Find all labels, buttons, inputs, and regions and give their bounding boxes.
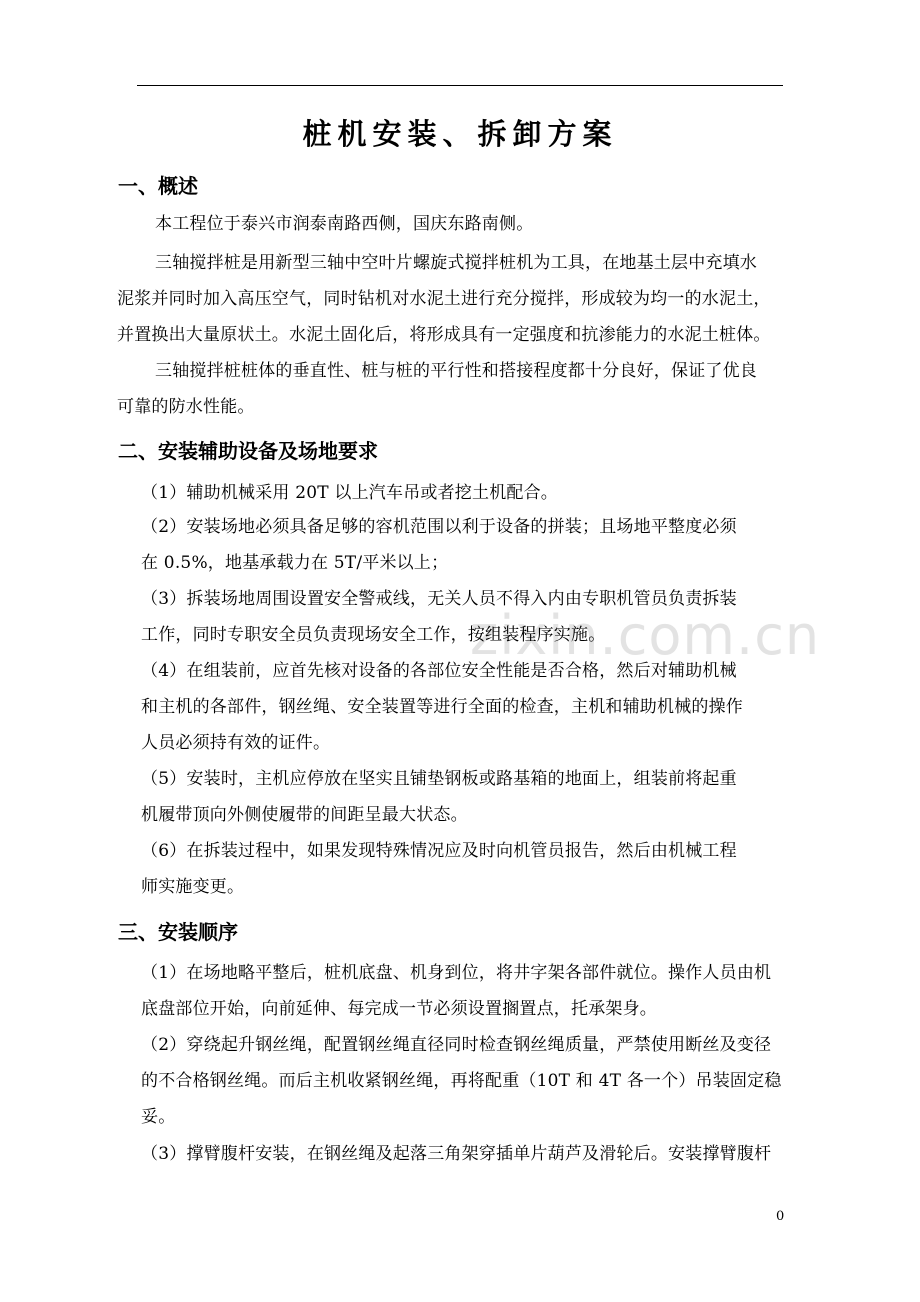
document-title: 桩机安装、拆卸方案 <box>302 117 618 151</box>
list-item-line: （2）穿绕起升钢丝绳，配置钢丝绳直径同时检查钢丝绳质量，严禁使用断丝及变径 <box>141 1035 772 1055</box>
list-item-line: （6）在拆装过程中，如果发现特殊情况应及时向机管员报告，然后由机械工程 <box>141 841 737 861</box>
list-item-line: （1）在场地略平整后，桩机底盘、机身到位，将井字架各部件就位。操作人员由机 <box>141 963 772 983</box>
section-heading-installation-order: 三、安装顺序 <box>118 920 238 944</box>
list-item-line: 机履带顶向外侧使履带的间距呈最大状态。 <box>141 805 468 825</box>
list-item-line: 工作，同时专职安全员负责现场安全工作，按组装程序实施。 <box>141 625 606 645</box>
paragraph-line: 可靠的防水性能。 <box>117 397 255 417</box>
paragraph-line: 三轴搅拌桩桩体的垂直性、桩与桩的平行性和搭接程度都十分良好，保证了优良 <box>155 361 757 381</box>
list-item-line: 妥。 <box>141 1107 176 1127</box>
list-item-line: 在 0.5%，地基承载力在 5T/平米以上； <box>141 553 449 573</box>
section-heading-equipment: 二、安装辅助设备及场地要求 <box>118 439 378 463</box>
header-rule <box>137 85 783 86</box>
list-item-line: （5）安装时，主机应停放在坚实且铺垫钢板或路基箱的地面上，组装前将起重 <box>141 769 737 789</box>
page-number: 0 <box>776 1209 785 1224</box>
list-item-line: （2）安装场地必须具备足够的容机范围以利于设备的拼装；且场地平整度必须 <box>141 517 737 537</box>
paragraph-line: 三轴搅拌桩是用新型三轴中空叶片螺旋式搅拌桩机为工具，在地基土层中充填水 <box>155 253 757 273</box>
list-item-line: （3）拆装场地周围设置安全警戒线，无关人员不得入内由专职机管员负责拆装 <box>141 589 737 609</box>
list-item-line: （4）在组装前，应首先核对设备的各部位安全性能是否合格，然后对辅助机械 <box>141 661 737 681</box>
list-item-line: 和主机的各部件，钢丝绳、安全装置等进行全面的检查，主机和辅助机械的操作 <box>141 697 743 717</box>
list-item-line: （3）撑臂腹杆安装，在钢丝绳及起落三角架穿插单片葫芦及滑轮后。安装撑臂腹杆 <box>141 1144 772 1164</box>
list-item-line: （1）辅助机械采用 20T 以上汽车吊或者挖土机配合。 <box>141 483 558 503</box>
list-item-line: 底盘部位开始，向前延伸、每完成一节必须设置搁置点，托承架身。 <box>141 999 657 1019</box>
paragraph-line: 并置换出大量原状土。水泥土固化后，将形成具有一定强度和抗渗能力的水泥土桩体。 <box>117 325 771 345</box>
watermark: zixin.com.cn <box>470 604 821 667</box>
list-item-line: 的不合格钢丝绳。而后主机收紧钢丝绳，再将配重（10T 和 4T 各一个）吊装固定稳 <box>141 1071 782 1091</box>
list-item-line: 人员必须持有效的证件。 <box>141 733 331 753</box>
list-item-line: 师实施变更。 <box>141 877 245 897</box>
paragraph-line: 本工程位于泰兴市润泰南路西侧，国庆东路南侧。 <box>155 214 534 234</box>
paragraph-line: 泥浆并同时加入高压空气，同时钻机对水泥土进行充分搅拌，形成较为均一的水泥土， <box>117 289 771 309</box>
section-heading-overview: 一、概述 <box>118 174 198 198</box>
